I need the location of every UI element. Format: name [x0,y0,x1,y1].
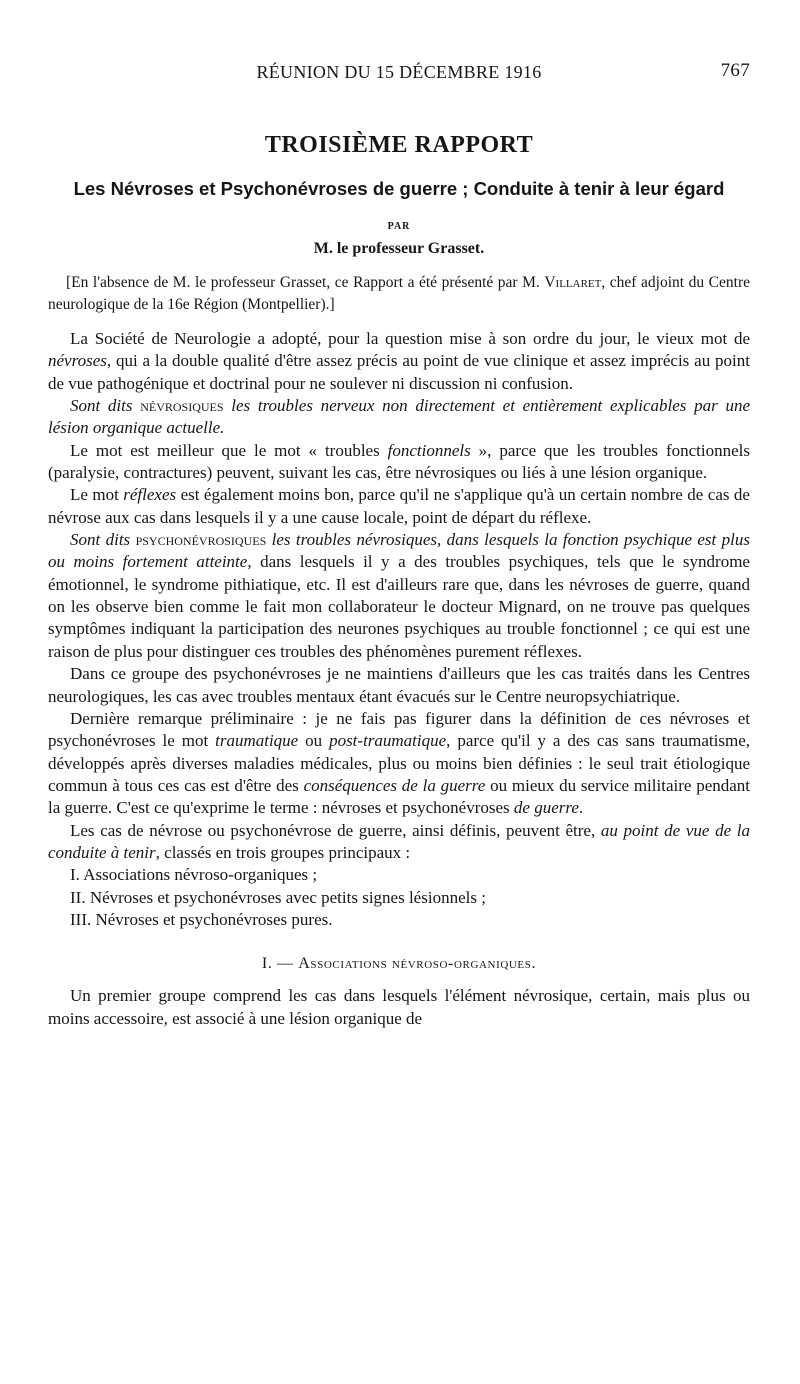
p3-text-b: », parce que les troubles fonctionnels (paralysie, contractures) peuvent, suivant les cas, être névrosiques ou liés à une lésion organique. [48,440,750,483]
presentation-note [48,272,750,316]
p7-text-b: ou [298,731,330,751]
list-item: II. Névroses et psychonévroses avec petits signes lésionnels ; [70,887,486,907]
p5-italic-2: les troubles névrosiques, dans lesquels la fonction psychique est plus ou moins fortement atteinte, [48,530,750,572]
p3-italic: fonctionnels [387,440,471,460]
p7-italic-1: traumatique [215,731,299,751]
p7-text-a: Dernière remarque préliminaire : je ne fais pas figurer dans la définition de ces névroses et psychonévroses le mot [48,708,750,751]
p7-text-e: . [578,798,584,818]
list-item: III. Névroses et psychonévroses pures. [70,909,333,929]
paragraph-8 [48,820,750,865]
p7-italic-4: de guerre [513,798,579,818]
paragraph-4 [48,484,750,529]
p8-text-b: , classés en trois groupes principaux : [155,842,411,862]
p4-italic: réflexes [123,485,177,505]
paragraph-9: Un premier groupe comprend les cas dans lesquels l'élément névrosique, certain, mais plus ou moins accessoire, est associé à une lésion organique de [48,986,750,1028]
p2-smallcaps: névrosiques [140,396,224,416]
p1-rest: , qui a la double qualité d'être assez précis au point de vue clinique et assez imprécis au point de vue pathogénique et doctrinal pour ne soulever ni discussion ni confusion. [48,351,750,393]
p2-italic-1: Sont dits [70,396,141,416]
paragraph-1 [48,328,750,395]
section-title: Associations névroso-organiques. [298,955,537,973]
paragraph-6: Dans ce groupe des psychonévroses je ne maintiens d'ailleurs que les cas traités dans les Centres neurologiques, les cas avec troubles mentaux étant évacués sur le Centre neuropsychiatrique. [48,664,750,706]
p4-text-a: Le mot [70,485,124,505]
section-heading [48,955,750,973]
paragraph-2 [48,395,750,440]
p7-italic-3: conséquences de la guerre [303,775,486,795]
note-name: Villaret [544,274,602,291]
note-part2: , chef adjoint du Centre neurologique de la 16e Région (Montpellier).] [48,274,750,313]
page-number: 767 [720,60,750,81]
p3-text-a: Le mot est meilleur que le mot « troubles [70,440,388,460]
p7-text-c: , parce qu'il y a des cas sans traumatisme, développés après diverses maladies médicales, plus ou moins bien définies : le seul trait étiologique commun à tous ces cas est d'être des [48,731,751,795]
p5-italic-1: Sont dits [70,530,136,550]
list-item: I. Associations névroso-organiques ; [70,865,318,885]
p5-rest: dans lesquels il y a des troubles psychiques, tels que le syndrome émotionnel, le syndrome pithiatique, etc. Il est d'ailleurs rare que, dans les névroses de guerre, quand on les observe bien comme le fait mon collaborateur le docteur Mignard, on ne trouve pas quelques symptômes indiquant la participation des neurones psychiques au trouble fonctionnel ; ce qui est une raison de plus pour distinguer ces troubles des phénomènes purement réflexes. [48,552,750,661]
p5-smallcaps: psychonévrosiques [135,530,267,550]
p7-italic-2: post-traumatique [329,731,447,751]
note-part1: [En l'absence de M. le professeur Grasset, ce Rapport a été présenté par M. [66,274,545,291]
p8-italic: au point de vue de la conduite à tenir [48,820,750,862]
p1-text: La Société de Neurologie a adopté, pour la question mise à son ordre du jour, le vieux mot de [70,329,750,348]
paragraph-5 [48,529,750,663]
report-subtitle: Les Névroses et Psychonévroses de guerre ; Conduite à tenir à leur égard [73,178,725,199]
paragraph-3 [48,440,750,485]
report-title: TROISIÈME RAPPORT [264,132,534,158]
p1-italic: névroses [48,351,107,371]
p2-italic-2: les troubles nerveux non directement et entièrement explicables par une lésion organique actuelle. [48,396,750,438]
author: M. le professeur Grasset. [313,240,485,257]
byline-par: PAR [387,221,411,232]
paragraph-7 [48,708,750,820]
body-text [48,328,750,1030]
running-head-title: RÉUNION DU 15 DÉCEMBRE 1916 [256,62,542,82]
p7-text-d: ou mieux du service militaire pendant la guerre. C'est ce qu'exprime le terme : névroses et psychonévroses [48,775,751,818]
p4-text-b: est également moins bon, parce qu'il ne s'applique qu'à un certain nombre de cas de névrose aux cas dans lesquels il y a une cause locale, point de départ du réflexe. [48,485,750,527]
p8-text-a: Les cas de névrose ou psychonévrose de guerre, ainsi définis, peuvent être, [70,820,601,840]
groups-list [48,864,750,931]
running-head [48,58,750,88]
section-number: I. — [261,955,299,973]
